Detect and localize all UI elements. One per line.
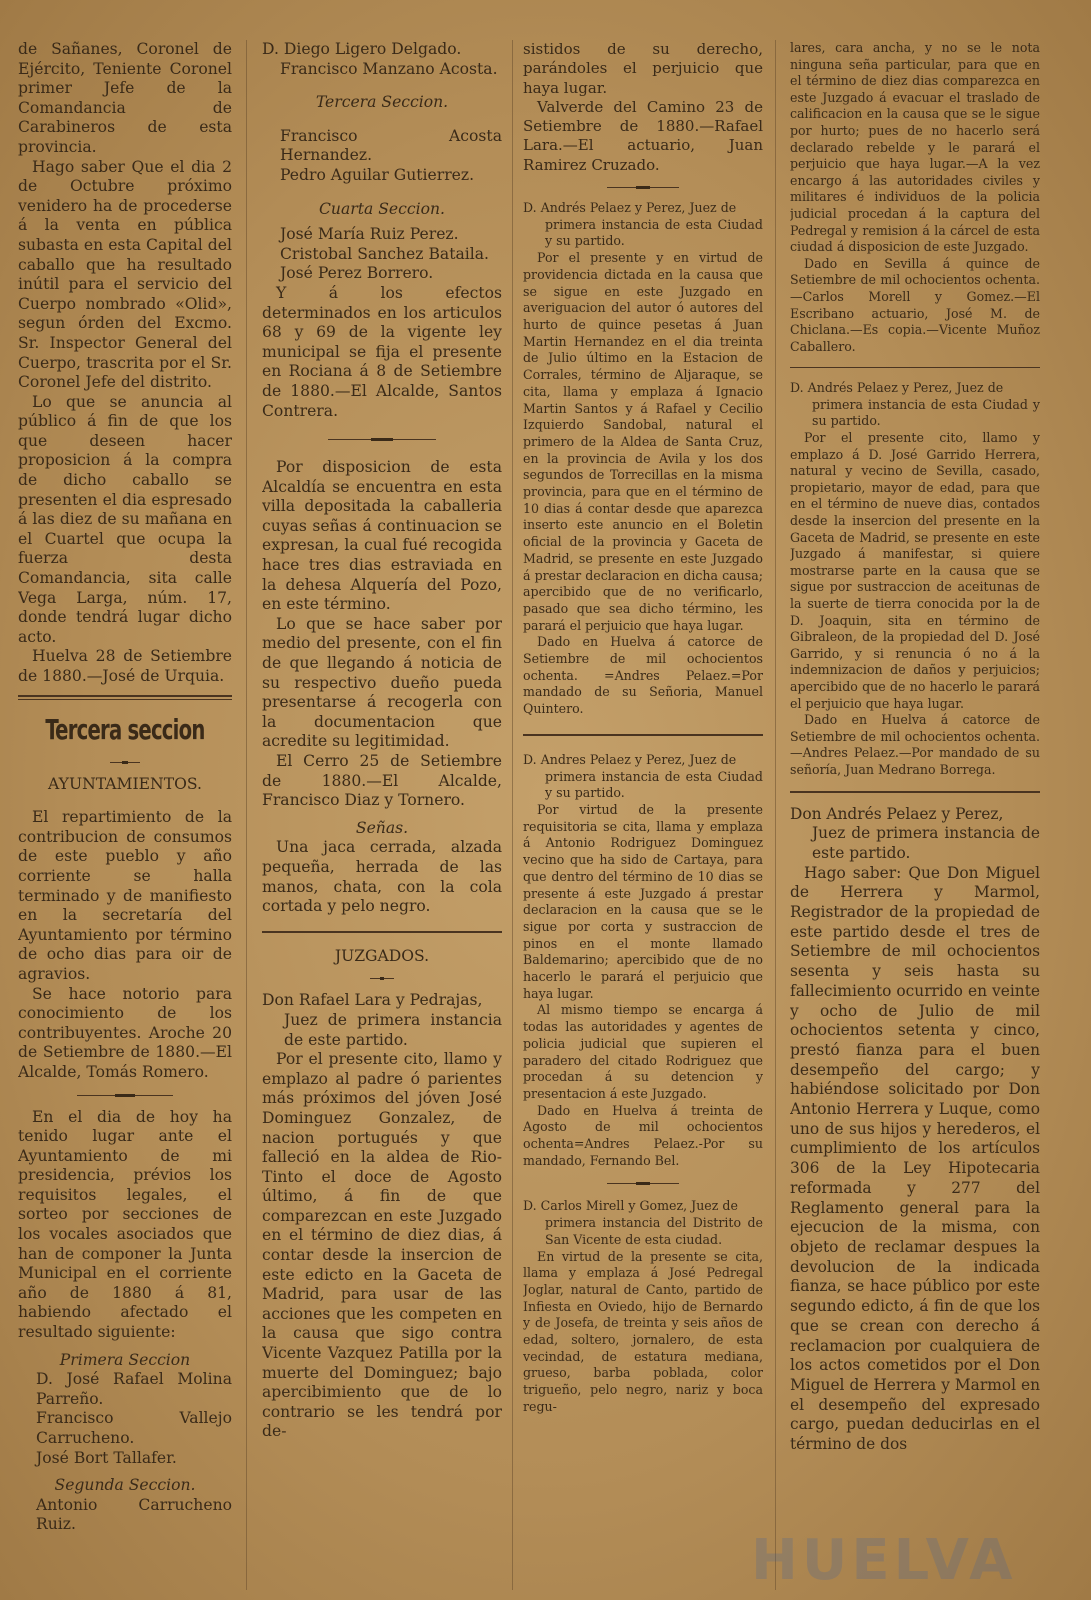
- signature-line: Huelva 28 de Setiembre de 1880.—José de Urquia.: [18, 647, 232, 685]
- name-line: José María Ruiz Perez.: [280, 225, 459, 244]
- paragraph: Lo que se hace saber por medio del presente, con el fin de que llegando á noticia de su respectivo dueño pueda presentarse á recogerla con la documentacion que acredite su legitimidad.: [262, 614, 502, 751]
- paragraph: El repartimiento de la contribucion de consumos de este pueblo y año corriente se halla terminado y de manifiesto en la secretaría del Ayuntamiento por término de ocho dias para oir de agravios.: [18, 808, 232, 983]
- paragraph: Por el presente y en virtud de providencia dictada en la causa que se sigue en este Juzgado en averiguacion del autor ó autores del hurto de quince pesetas á Juan Martin Hernandez en el dia treinta de Julio último en la Estacion de Corrales, término de Aljaraque, se cita, llama y emplaza á Ignacio Martin Santos y á Rafael y Cecilio Izquierdo Sandobal, natural el primero de la Aldea de Santa Cruz, en la provincia de Avila y los dos segundos de Torrecillas en la misma provincia, para que en el término de 10 dias á contar desde que aparezca inserto este anuncio en el Boletin oficial de la provincia y Gaceta de Madrid, se presente en este Juzgado á prestar declaracion en dicha causa; apercibido que de no verificarlo, pasado que sea dicho término, les parará el perjuicio que haya lugar.: [523, 250, 763, 633]
- edict-heading-name: D. Andrés Pelaez y Perez, Juez de: [523, 200, 737, 216]
- name-line: José Perez Borrero.: [280, 264, 434, 283]
- edict-heading: [262, 991, 502, 1050]
- edict-heading-name: Don Andrés Pelaez y Perez,: [790, 804, 1004, 823]
- paragraph: Hago saber Que el dia 2 de Octubre próximo venidero ha de procederse á la venta en pública subasta en esta Capital del caballo que ha resultado inútil para el servicio del Cuerpo nombrado «Olid», segun órden del Excmo. Sr. Inspector General del Cuerpo, trascrita por el Sr. Coronel Jefe del distrito.: [18, 157, 232, 392]
- section-heading: Tercera seccion: [45, 712, 205, 746]
- paragraph: Dado en Huelva á catorce de Setiembre de mil ochocientos ochenta. =Andres Pelaez.=Por mandado de su Señoria, Manuel Quintero.: [523, 634, 763, 717]
- column-2: [262, 40, 502, 1595]
- paragraph: Dado en Sevilla á quince de Setiembre de mil ochocientos ochenta. —Carlos Morell y Gomez.—El Escribano actuario, José M. de Chiclana.—Es copia.—Vicente Muñoz Caballero.: [790, 255, 1040, 354]
- paragraph: lares, cara ancha, y no se le nota ninguna seña particular, para que en el término de diez dias comparezca en este Juzgado á evacuar el traslado de calificacion en la causa que se le sigue por hurto; pues de no hacerlo será declarado rebelde y le parará el perjuicio que haya lugar.—A la vez encargo á las autoridades civiles y militares é individuos de la policia judicial procedan á la captura del Pedregal y remision á la cárcel de esta ciudad á disposicion de este Juzgado.: [790, 40, 1040, 255]
- name-line: Antonio Carrucheno Ruiz.: [36, 1495, 232, 1534]
- paragraph: Dado en Huelva á treinta de Agosto de mil ochocientos ochenta=Andres Pelaez.-Por su mandado, Fernando Bel.: [523, 1102, 763, 1168]
- continued-block: [523, 40, 763, 175]
- name-line: Francisco Acosta Hernandez.: [280, 126, 502, 165]
- edict-heading-name: D. Andres Pelaez y Perez, Juez de: [523, 751, 737, 767]
- heavy-rule: [523, 734, 763, 736]
- paragraph: de Sañanes, Coronel de Ejército, Teniente Coronel primer Jefe de la Comandancia de Carabineros de esta provincia.: [18, 40, 232, 156]
- column-divider: [775, 40, 776, 1590]
- subsection-heading: AYUNTAMIENTOS.: [48, 774, 202, 793]
- edict-heading: [523, 1198, 763, 1248]
- edict-heading-title: Juez de primera instancia de este partido.: [284, 1010, 502, 1049]
- sub-heading: Tercera Seccion.: [315, 93, 449, 112]
- paragraph: sistidos de su derecho, parándoles el perjuicio que haya lugar.: [523, 40, 763, 97]
- paragraph: Por virtud de la presente requisitoria se cita, llama y emplaza á Antonio Rodriguez Dominguez vecino que ha sido de Cartaya, para que dentro del término de 10 dias se presente á este Juzgado á prestar declaracion en la causa que se le sigue por corta y sustraccion de pinos en el monte llamado Baldemarino; apercibido que de no hacerlo le parará el perjuicio que haya lugar.: [523, 801, 763, 1001]
- edict-heading-name: D. Andrés Pelaez y Perez, Juez de: [790, 380, 1004, 396]
- signature-line: Valverde del Camino 23 de Setiembre de 1880.—Rafael Lara.—El actuario, Juan Ramirez Cruzado.: [523, 97, 763, 174]
- edict-heading-title: primera instancia de esta Ciudad y su partido.: [545, 216, 763, 249]
- name-line: José Bort Tallafer.: [36, 1448, 177, 1467]
- paragraph: Dado en Huelva á catorce de Setiembre de mil ochocientos ochenta. —Andres Pelaez.—Por mandado de su señoría, Juan Medrano Borrega.: [790, 712, 1040, 777]
- column-divider: [246, 40, 247, 1590]
- paragraph: En el dia de hoy ha tenido lugar ante el Ayuntamiento de mi presidencia, prévios los requisitos legales, el sorteo por secciones de los vocales asociados que han de componer la Junta Municipal en el corriente año de 1880 á 81, habiendo afectado el resultado siguiente:: [18, 1107, 232, 1342]
- sub-heading: Segunda Seccion.: [54, 1476, 196, 1495]
- column-divider: [512, 40, 513, 1590]
- heavy-rule: [262, 931, 502, 933]
- rule: [790, 367, 1040, 368]
- edict-block: [790, 40, 1040, 793]
- sub-heading: Cuarta Seccion.: [319, 199, 445, 218]
- paragraph: Y á los efectos determinados en los articulos 68 y 69 de la vigente ley municipal se fija el presente en Rociana á 8 de Setiembre de 1880.—El Alcalde, Santos Contrera.: [262, 283, 502, 420]
- watermark-text: HUELVA: [751, 1528, 1017, 1593]
- sub-heading: Señas.: [355, 818, 409, 837]
- ornament-rule: [607, 1183, 679, 1184]
- edict-heading-name: Don Rafael Lara y Pedrajas,: [262, 991, 483, 1010]
- edict-heading: [790, 805, 1040, 864]
- name-line: Francisco Vallejo Carrucheno.: [36, 1409, 232, 1447]
- signature-line: El Cerro 25 de Setiembre de 1880.—El Alcalde, Francisco Diaz y Tornero.: [262, 752, 502, 810]
- column-1: [18, 40, 232, 1595]
- edict-heading: [523, 752, 763, 802]
- edict-block: [790, 805, 1040, 1455]
- ornament-rule: [328, 439, 436, 440]
- name-line: Francisco Manzano Acosta.: [280, 59, 498, 78]
- paragraph: En virtud de la presente se cita, llama y emplaza á José Pedregal Joglar, natural de Canto, partido de Infiesta en Oviedo, hijo de Bernardo y de Josefa, de treinta y seis años de edad, soltero, jornalero, de esta vecindad, de estatura mediana, grueso, barba poblada, color trigueño, pelo negro, nariz y boca regu-: [523, 1248, 763, 1414]
- ornament-rule: [607, 187, 679, 188]
- edict-heading-title: Juez de primera instancia de este partido.: [812, 824, 1040, 862]
- edict-heading-name: D. Carlos Mirell y Gomez, Juez de: [523, 1198, 738, 1214]
- paragraph: Lo que se anuncia al público á fin de que los que deseen hacer proposicion á la compra de dicho caballo se presenten el dia espresado á las diez de su mañana en el Cuartel que ocupa la fuerza desta Comandancia, sita calle Vega Larga, núm. 17, donde tendrá lugar dicho acto.: [18, 392, 232, 646]
- name-line: D. José Rafael Molina Parreño.: [36, 1370, 232, 1408]
- paragraph: Hago saber: Que Don Miguel de Herrera y Marmol, Registrador de la propiedad de este partido desde el tres de Setiembre de mil ochocientos sesenta y seis hasta su fallecimiento ocurrido en veinte y ocho de Julio de mil ochocientos setenta y cinco, prestó fianza para el buen desempeño del cargo; y habiéndose solicitado por Don Antonio Herrera y Luque, como uno de sus hijos y herederos, el cumplimiento de los artículos 306 de la Ley Hipotecaria reformada y 277 del Reglamento general para la ejecucion de la misma, con objeto de reclamar despues la devolucion de la indicada fianza, se hace público por este segundo edicto, á fin de que los que se crean con derecho á reclamacion por cualquiera de los actos cometidos por el Don Miguel de Herrera y Marmol en el desempeño del expresado cargo, puedan deducirlas en el término de dos: [790, 863, 1040, 1454]
- name-line: D. Diego Ligero Delgado.: [262, 40, 462, 58]
- ornament-rule: [77, 1095, 173, 1096]
- edict-block: [523, 200, 763, 1416]
- heavy-rule: [790, 791, 1040, 793]
- paragraph: Por el presente cito, llamo y emplazo al padre ó parientes más próximos del jóven José Dominguez Gonzalez, de nacion portugués y que falleció en la aldea de Rio-Tinto el doce de Agosto último, á fin de que comparezcan en este Juzgado en el término de diez dias, á contar desde la insercion de este edicto en la Gaceta de Madrid, para usar de las acciones que les competen en la causa que sigo contra Vicente Vazquez Patilla por la muerte del Dominguez; bajo apercibimiento que de lo contrario se les tendrá por de-: [262, 1050, 502, 1441]
- name-line: Pedro Aguilar Gutierrez.: [280, 165, 475, 184]
- double-rule: [18, 695, 232, 700]
- edict-heading-title: primera instancia de esta Ciudad y su partido.: [545, 768, 763, 801]
- ornament-rule: [370, 978, 394, 979]
- column-4: [790, 40, 1040, 1595]
- paragraph: Se hace notorio para conocimiento de los contribuyentes. Aroche 20 de Setiembre de 1880.—El Alcalde, Tomás Romero.: [18, 984, 232, 1081]
- paragraph: Por disposicion de esta Alcaldía se encuentra en esta villa depositada la caballeria cuyas señas á continuacion se expresan, la cual fué recogida hace tres dias estraviada en la dehesa Alquería del Pozo, en este término.: [262, 458, 502, 614]
- ornament-rule: [110, 762, 140, 763]
- paragraph: Por el presente cito, llamo y emplazo á D. José Garrido Herrera, natural y vecino de Sevilla, casado, propietario, mayor de edad, para que en el término de nueve dias, contados desde la insercion del presente en la Gaceta de Madrid, se presente en este Juzgado á manifestar, si quiere mostrarse parte en la causa que se sigue por sustraccion de aceitunas de la suerte de tierra conocida por la de D. Joaquin, sita en término de Gibraleon, de la propiedad del D. José Garrido, y si renuncia ó no á la indemnizacion de daños y perjuicios; apercibido que de no hacerlo le parará el perjuicio que haya lugar.: [790, 430, 1040, 711]
- paragraph: Al mismo tiempo se encarga á todas las autoridades y agentes de policia judicial que supieren el paradero del citado Rodriguez que procedan á su detencion y presentacion á este Juzgado.: [523, 1002, 763, 1101]
- edict-heading: [790, 380, 1040, 430]
- name-line: Cristobal Sanchez Bataila.: [280, 244, 490, 263]
- column-3: [523, 40, 763, 1595]
- edict-heading: [523, 200, 763, 250]
- subsection-heading: JUZGADOS.: [334, 946, 430, 965]
- sub-heading: Primera Seccion: [59, 1350, 191, 1369]
- edict-heading-title: primera instancia de esta Ciudad y su partido.: [812, 396, 1040, 429]
- edict-heading-title: primera instancia del Distrito de San Vicente de esta ciudad.: [545, 1215, 763, 1247]
- paragraph: Una jaca cerrada, alzada pequeña, herrada de las manos, chata, con la cola cortada y pelo negro.: [262, 838, 502, 916]
